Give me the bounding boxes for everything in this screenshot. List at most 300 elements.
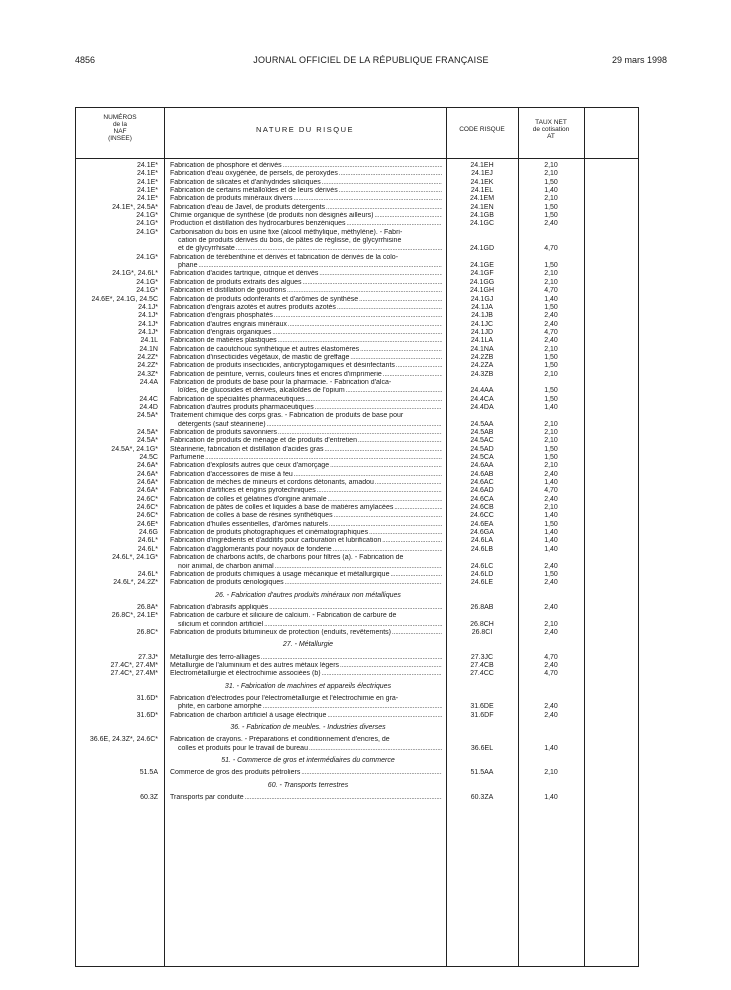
description-line	[170, 412, 442, 420]
dot-leader	[322, 179, 442, 187]
rate-cell: 2,10	[544, 170, 558, 178]
rate-cell: 2,40	[544, 220, 558, 228]
dot-leader	[394, 504, 442, 512]
risk-description-cell	[164, 479, 446, 487]
description-line	[170, 404, 442, 412]
risk-code-cell: 27.4CB	[470, 661, 494, 669]
description-text: et de glycyrrhisate	[178, 245, 235, 253]
description-text: Fabrication de silicates et d'anhydrides siliciques	[170, 178, 321, 186]
rate-cell: 2,40	[544, 495, 558, 503]
dot-leader	[333, 546, 442, 554]
rate-cell: 2,10	[544, 437, 558, 445]
description-line	[170, 195, 442, 203]
risk-description-cell	[164, 204, 446, 212]
dot-leader	[301, 769, 442, 777]
table-row	[76, 212, 638, 220]
risk-description-cell	[164, 554, 446, 571]
description-text: Carbonisation du bois en usine fixe (alcool méthylique, méthylène). - Fabri-	[170, 228, 403, 236]
risk-code-cell: 24.6LA	[470, 537, 494, 545]
rate-cell: 2,10	[544, 429, 558, 436]
table-row	[76, 612, 638, 629]
publication-date: 29 mars 1998	[611, 55, 667, 65]
description-text: Fabrication d'artifices et engins pyrotechniques	[170, 487, 316, 495]
naf-code-cell: 24.1J*	[138, 320, 158, 328]
table-row	[76, 412, 638, 429]
table-row	[76, 529, 638, 537]
page-number: 4856	[75, 55, 96, 65]
description-text: Fabrication d'autres produits pharmaceutiques	[170, 403, 314, 411]
risk-code-cell: 24.1GB	[470, 212, 494, 220]
risk-description-cell	[164, 362, 446, 370]
description-line	[170, 529, 442, 537]
risk-description-cell	[164, 736, 446, 753]
dot-leader	[278, 429, 442, 437]
dot-leader	[287, 287, 442, 295]
description-line	[170, 187, 442, 195]
dot-leader	[346, 387, 442, 395]
risk-description-cell	[164, 612, 446, 629]
dot-leader	[261, 654, 442, 662]
naf-code-cell: 31.6D*	[136, 694, 158, 702]
table-row	[76, 312, 638, 320]
rate-cell: 4,70	[544, 670, 558, 678]
dot-leader	[267, 421, 442, 429]
risk-description-cell	[164, 304, 446, 312]
risk-description-cell	[164, 296, 446, 304]
risk-description-cell	[164, 529, 446, 537]
dot-leader	[339, 170, 442, 178]
risk-description-cell	[164, 329, 446, 337]
dot-leader	[269, 604, 442, 612]
risk-description-cell	[164, 170, 446, 178]
description-text: Parfumerie	[170, 454, 205, 462]
table-row	[76, 187, 638, 195]
table-row	[76, 371, 638, 379]
section-heading: 27. - Métallurgie	[282, 641, 334, 649]
table-row	[76, 487, 638, 495]
description-text: silicium et corindon artificiel	[178, 620, 264, 628]
rate-cell: 1,40	[544, 403, 558, 411]
table-body	[76, 162, 638, 802]
rate-cell: 2,10	[544, 345, 558, 353]
description-line	[170, 662, 442, 670]
description-text: cation de produits dérivés du bois, de pâtes de réglisse, de glycyrrhisine	[178, 237, 402, 245]
dot-leader	[375, 212, 442, 220]
risk-code-cell: 24.1JC	[470, 320, 494, 328]
description-text: Fabrication de produits œnologiques	[170, 579, 284, 587]
rate-cell: 1,50	[544, 387, 558, 395]
risk-description-cell	[164, 396, 446, 404]
rate-cell: 2,10	[544, 278, 558, 286]
risk-description-cell	[164, 346, 446, 354]
description-text: Fabrication de charbon artificiel à usage électrique	[170, 711, 327, 719]
description-line	[170, 287, 442, 295]
risk-code-cell: 24.4DA	[470, 403, 494, 411]
table-row	[76, 179, 638, 187]
description-text: Production et distillation des hydrocarbures benzéniques	[170, 220, 346, 228]
description-text: Fabrication d'engrais phosphatés	[170, 312, 273, 320]
dot-leader	[294, 195, 442, 203]
rate-cell: 2,40	[544, 711, 558, 719]
description-text: Fabrication de carbure et siliciure de calcium. - Fabrication de carbure de	[170, 612, 397, 620]
naf-code-cell: 24.1E*	[136, 178, 158, 186]
description-line	[170, 354, 442, 362]
description-line	[170, 362, 442, 370]
description-text: phane	[178, 262, 198, 270]
table-row	[76, 446, 638, 454]
description-line	[170, 446, 442, 454]
rate-cell: 2,40	[544, 603, 558, 611]
description-text: Commerce de gros des produits pétroliers	[170, 769, 301, 777]
description-line	[170, 279, 442, 287]
naf-code-cell: 24.6L*	[137, 537, 158, 545]
description-line	[170, 254, 442, 262]
rate-cell: 1,40	[544, 479, 558, 487]
dot-leader	[245, 794, 442, 802]
description-line	[170, 695, 442, 703]
description-text: Fabrication de colles à base de résines synthétiques	[170, 512, 333, 520]
table-row	[76, 354, 638, 362]
table-row	[76, 670, 638, 678]
rate-cell: 1,50	[544, 362, 558, 370]
dot-leader	[322, 670, 442, 678]
description-text: Fabrication de produits chimiques à usage mécanique et métallurgique	[170, 570, 390, 578]
risk-description-cell	[164, 404, 446, 412]
table-row	[76, 429, 638, 437]
journal-title: JOURNAL OFFICIEL DE LA RÉPUBLIQUE FRANÇAISE	[253, 55, 489, 65]
description-text: Fabrication de certains métalloïdes et de leurs dérivés	[170, 187, 338, 195]
risk-code-cell: 24.6LE	[470, 579, 494, 587]
description-text: Fabrication de colles et gélatines d'origine animale	[170, 495, 327, 503]
table-row	[76, 170, 638, 178]
table-row	[76, 571, 638, 579]
table-row	[76, 270, 638, 278]
table-row	[76, 579, 638, 587]
risk-description-cell	[164, 654, 446, 662]
rate-cell: 1,50	[544, 445, 558, 453]
description-line	[170, 421, 442, 429]
risk-code-cell: 24.1GF	[470, 270, 494, 278]
rate-cell: 1,50	[544, 303, 558, 311]
risk-description-cell	[164, 279, 446, 287]
description-line	[170, 337, 442, 345]
description-line	[170, 554, 442, 562]
risk-code-cell: 24.5AD	[470, 445, 494, 453]
risk-code-cell: 51.5AA	[470, 769, 494, 777]
description-line	[170, 563, 442, 571]
naf-code-cell: 24.6A*	[136, 470, 158, 478]
description-text: Fabrication de matières plastiques	[170, 337, 277, 345]
description-line	[170, 304, 442, 312]
risk-description-cell	[164, 794, 446, 802]
risk-code-cell: 36.6EL	[470, 744, 494, 752]
header-rate: TAUX NET de cotisation AT	[532, 119, 570, 140]
risk-code-cell: 24.1GH	[469, 287, 495, 295]
naf-code-cell: 24.5A*	[136, 429, 158, 436]
risk-description-cell	[164, 212, 446, 220]
risk-code-cell: 24.1EJ	[471, 170, 493, 178]
dot-leader	[272, 329, 442, 337]
risk-description-cell	[164, 662, 446, 670]
risk-code-cell: 24.6LC	[470, 562, 494, 570]
table-row	[76, 695, 638, 712]
dot-leader	[326, 204, 442, 212]
naf-code-cell: 24.6L*, 24.2Z*	[113, 579, 158, 587]
description-text: Fabrication d'acides tartrique, citrique et dérivés	[170, 270, 319, 278]
table-row	[76, 504, 638, 512]
naf-code-cell: 24.3Z*	[137, 370, 158, 378]
risk-code-cell: 24.1JB	[471, 312, 493, 320]
risk-description-cell	[164, 454, 446, 462]
risk-description-cell	[164, 429, 446, 437]
rate-cell: 1,40	[544, 545, 558, 553]
risk-code-cell: 26.8CI	[471, 628, 493, 636]
risk-description-cell	[164, 437, 446, 445]
table-row	[76, 229, 638, 254]
dot-leader	[360, 346, 442, 354]
description-line	[170, 579, 442, 587]
naf-code-cell: 24.1J*	[138, 303, 158, 311]
naf-code-cell: 24.1E*	[136, 170, 158, 178]
risk-description-cell	[164, 412, 446, 429]
risk-code-cell: 24.6CA	[470, 495, 494, 503]
section-heading: 36. - Fabrication de meubles. - Industries diverses	[230, 724, 386, 731]
description-line	[170, 471, 442, 479]
table-row	[76, 195, 638, 203]
naf-code-cell: 24.6L*	[137, 545, 158, 553]
table-row	[76, 404, 638, 412]
table-row	[76, 554, 638, 571]
risk-code-cell: 24.6AA	[470, 462, 494, 470]
naf-code-cell: 24.6C*	[136, 504, 158, 512]
naf-code-cell: 24.5A*	[136, 437, 158, 445]
description-line	[170, 654, 442, 662]
description-line	[170, 237, 442, 245]
naf-code-cell: 31.6D*	[136, 711, 158, 719]
rate-cell: 1,50	[544, 353, 558, 361]
description-line	[170, 220, 442, 228]
dot-leader	[283, 162, 442, 170]
risk-code-cell: 24.1GD	[469, 245, 495, 253]
header-code: CODE RISQUE	[459, 126, 505, 133]
description-line	[170, 321, 442, 329]
naf-code-cell: 27.4C*, 27.4M*	[110, 661, 158, 669]
naf-code-cell: 24.4A	[139, 378, 158, 386]
naf-code-cell: 27.3J*	[138, 653, 158, 661]
table-row	[76, 794, 638, 802]
description-line	[170, 346, 442, 354]
dot-leader	[275, 563, 442, 571]
risk-description-cell	[164, 604, 446, 612]
description-text: Fabrication de produits minéraux divers	[170, 195, 293, 203]
risk-code-cell: 24.1GE	[470, 262, 494, 270]
description-line	[170, 736, 442, 744]
table-row	[76, 769, 638, 777]
table-row	[76, 304, 638, 312]
naf-code-cell: 26.8C*, 24.1E*	[111, 612, 158, 620]
naf-code-cell: 24.2Z*	[137, 362, 158, 370]
naf-code-cell: 24.1J*	[138, 312, 158, 320]
risk-code-cell: 24.6EA	[470, 520, 494, 528]
description-line	[170, 296, 442, 304]
naf-code-cell: 24.6C*	[136, 495, 158, 503]
description-line	[170, 487, 442, 495]
description-text: Fabrication de mèches de mineurs et cordons détonants, amadou	[170, 479, 374, 487]
risk-description-cell	[164, 270, 446, 278]
dot-leader	[383, 371, 442, 379]
risk-code-cell: 24.1GJ	[470, 295, 494, 303]
description-text: Fabrication de charbons actifs, de charbons pour filtres (a). - Fabrication de	[170, 554, 404, 562]
description-text: Fabrication d'insecticides végétaux, de mastic de greffage	[170, 353, 350, 361]
description-text: Fabrication de produits insecticides, anticryptogamiques et désinfectants	[170, 362, 395, 370]
risk-code-cell: 24.5CA	[470, 454, 494, 462]
dot-leader	[324, 446, 442, 454]
description-line	[170, 612, 442, 620]
naf-code-cell: 27.4C*, 27.4M*	[110, 670, 158, 678]
dot-leader	[303, 279, 442, 287]
description-text: colles et produits pour le travail de bureau	[178, 744, 308, 752]
description-line	[170, 604, 442, 612]
dot-leader	[382, 537, 442, 545]
table-row	[76, 279, 638, 287]
rate-cell: 1,50	[544, 178, 558, 186]
description-text: Fabrication d'engrais azotés et autres produits azotés	[170, 303, 336, 311]
dot-leader	[274, 312, 442, 320]
naf-code-cell: 24.6E*, 24.1G, 24.5C	[91, 295, 158, 303]
description-text: phite, en carbone amorphe	[178, 703, 262, 711]
rate-cell: 2,10	[544, 620, 558, 628]
naf-code-cell: 24.6C*	[136, 512, 158, 520]
naf-code-cell: 24.1E*, 24.5A*	[112, 203, 158, 211]
dot-leader	[334, 512, 442, 520]
description-line	[170, 270, 442, 278]
dot-leader	[390, 571, 442, 579]
rate-cell: 2,40	[544, 312, 558, 320]
naf-code-cell: 24.6G	[138, 529, 158, 537]
table-row	[76, 396, 638, 404]
section-heading: 31. - Fabrication de machines et appareils électriques	[224, 682, 392, 690]
rate-cell: 2,10	[544, 162, 558, 169]
naf-code-cell: 24.4C	[139, 395, 158, 403]
risk-description-cell	[164, 695, 446, 712]
risk-description-cell	[164, 337, 446, 345]
table-row	[76, 736, 638, 753]
description-line	[170, 396, 442, 404]
description-text: Chimie organique de synthèse (de produits non désignés ailleurs)	[170, 212, 374, 220]
risk-description-cell	[164, 487, 446, 495]
table-row	[76, 296, 638, 304]
description-line	[170, 379, 442, 387]
table-row	[76, 496, 638, 504]
table-row	[76, 712, 638, 720]
description-line	[170, 229, 442, 237]
risk-description-cell	[164, 379, 446, 396]
dot-leader	[294, 471, 442, 479]
dot-leader	[205, 454, 442, 462]
naf-code-cell: 24.1G*, 24.6L*	[112, 270, 158, 278]
table-row	[76, 537, 638, 545]
risk-rate-table	[75, 107, 639, 967]
description-line	[170, 479, 442, 487]
dot-leader	[350, 354, 442, 362]
naf-code-cell: 24.1G*	[136, 253, 158, 261]
rate-cell: 2,10	[544, 195, 558, 203]
risk-code-cell: 24.1EN	[470, 203, 494, 211]
dot-leader	[375, 479, 442, 487]
rate-cell: 4,70	[544, 328, 558, 336]
description-text: Fabrication de produits photographiques et cinématographiques	[170, 529, 369, 537]
naf-code-cell: 24.6E*	[136, 520, 158, 528]
table-row	[76, 362, 638, 370]
rate-cell: 1,40	[544, 744, 558, 752]
description-text: Fabrication de peinture, vernis, couleurs fines et encres d'imprimerie	[170, 370, 382, 378]
table-row	[76, 287, 638, 295]
risk-code-cell: 24.1EH	[470, 162, 494, 169]
naf-code-cell: 26.8C*	[136, 628, 158, 636]
rate-cell: 4,70	[544, 653, 558, 661]
dot-leader	[328, 496, 442, 504]
description-text: Fabrication de produits extraits des algues	[170, 278, 302, 286]
description-line	[170, 437, 442, 445]
description-text: Fabrication de produits savonniers	[170, 429, 278, 436]
risk-description-cell	[164, 769, 446, 777]
description-text: Fabrication de produits odoriférants et d'arômes de synthèse	[170, 295, 359, 303]
rate-cell: 2,10	[544, 370, 558, 378]
dot-leader	[369, 529, 442, 537]
table-row	[76, 512, 638, 520]
description-line	[170, 537, 442, 545]
description-text: noir animal, de charbon animal	[178, 562, 274, 570]
description-text: Fabrication d'agglomérants pour noyaux de fonderie	[170, 545, 332, 553]
risk-code-cell: 26.8CH	[470, 620, 494, 628]
rate-cell: 1,40	[544, 537, 558, 545]
dot-leader	[317, 487, 442, 495]
naf-code-cell: 24.1G*	[136, 220, 158, 228]
risk-code-cell: 24.6CC	[470, 512, 494, 520]
table-row	[76, 654, 638, 662]
risk-code-cell: 24.3ZB	[470, 370, 494, 378]
description-line	[170, 629, 442, 637]
risk-description-cell	[164, 312, 446, 320]
table-row	[76, 254, 638, 271]
risk-description-cell	[164, 521, 446, 529]
naf-code-cell: 24.1E*	[136, 187, 158, 195]
description-line	[170, 245, 442, 253]
table-row	[76, 321, 638, 329]
description-text: Fabrication de pâtes de colles et liquides à base de matières amylacées	[170, 504, 394, 512]
dot-leader	[347, 220, 443, 228]
risk-description-cell	[164, 162, 446, 170]
table-row	[76, 462, 638, 470]
rate-cell: 1,40	[544, 187, 558, 195]
dot-leader	[392, 629, 442, 637]
naf-code-cell: 36.6E, 24.3Z*, 24.6C*	[89, 736, 158, 744]
description-line	[170, 212, 442, 220]
description-text: Fabrication d'engrais organiques	[170, 328, 272, 336]
risk-description-cell	[164, 579, 446, 587]
naf-code-cell: 26.8A*	[136, 603, 158, 611]
description-text: Fabrication de térébenthine et dérivés et fabrication de dérivés de la colo-	[170, 253, 399, 261]
rate-cell: 2,40	[544, 470, 558, 478]
naf-code-cell: 24.1J*	[138, 328, 158, 336]
description-text: Fabrication de spécialités pharmaceutiques	[170, 395, 305, 403]
risk-code-cell: 24.6LD	[470, 570, 494, 578]
description-text: Fabrication d'huiles essentielles, d'arômes naturels	[170, 520, 328, 528]
naf-code-cell: 24.1E*	[136, 162, 158, 169]
description-line	[170, 312, 442, 320]
rate-cell: 4,70	[544, 245, 558, 253]
description-line	[170, 712, 442, 720]
